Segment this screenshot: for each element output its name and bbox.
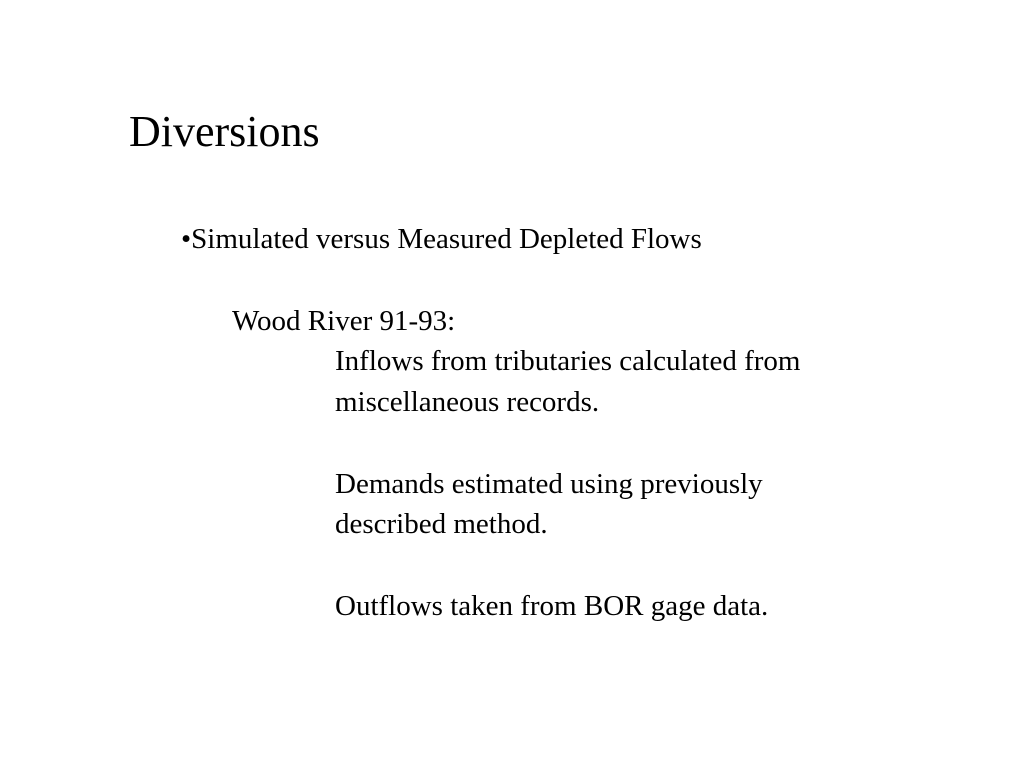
sub-heading: Wood River 91-93:	[232, 305, 456, 337]
bullet-item: •Simulated versus Measured Depleted Flows	[181, 223, 702, 255]
detail-line-outflows: Outflows taken from BOR gage data.	[335, 590, 769, 622]
detail-line-inflows-cont: miscellaneous records.	[335, 386, 600, 418]
slide-title: Diversions	[129, 107, 320, 156]
detail-line-demands-cont: described method.	[335, 508, 548, 540]
detail-line-inflows: Inflows from tributaries calculated from	[335, 345, 801, 377]
detail-line-demands: Demands estimated using previously	[335, 468, 763, 500]
